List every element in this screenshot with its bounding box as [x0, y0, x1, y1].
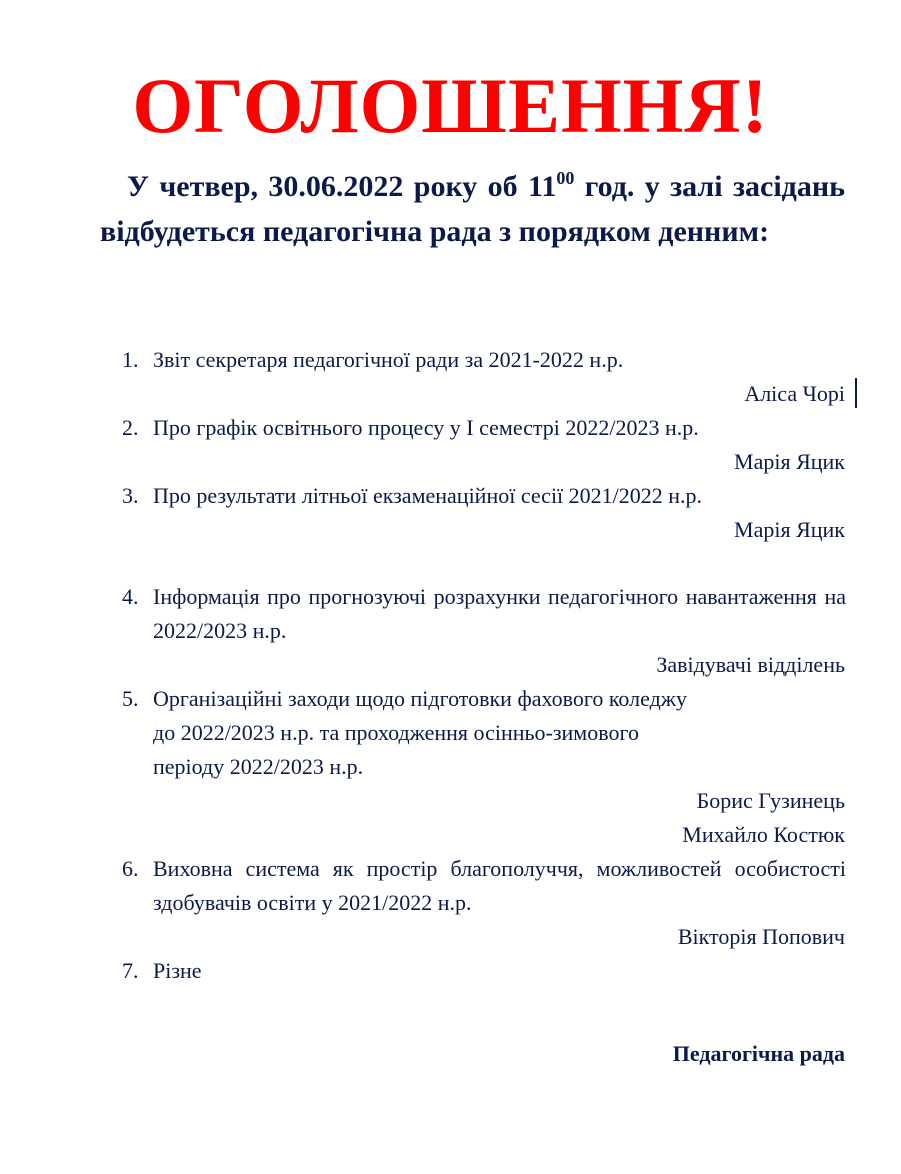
agenda-item-number: 7. [122, 958, 139, 983]
agenda-item-text: Інформація про прогнозуючі розрахунки педагогічного навантаження на 2022/2023 н.р. [153, 584, 846, 643]
agenda-item-number: 3. [122, 483, 139, 508]
intro-text-after: год. у залі засідань відбудеться педагогічна рада з порядком денним: [100, 170, 845, 248]
announcement-intro [100, 164, 845, 254]
agenda-item-text-line-1: Організаційні заходи щодо підготовки фахового коледжу [153, 686, 687, 711]
agenda-item-6 [122, 852, 846, 920]
agenda-item-4 [122, 580, 846, 648]
signature: Педагогічна рада [672, 1041, 845, 1066]
agenda-item-6-speaker: Вікторія Попович [677, 924, 845, 949]
agenda-item-text: Виховна система як простір благополуччя, можливостей особистості здобувачів освіти у 2021/2022 н.р. [153, 856, 846, 915]
agenda-item-text: Про графік освітнього процесу у І семестрі 2022/2023 н.р. [153, 415, 699, 440]
agenda-item-3-speaker: Марія Яцик [734, 517, 845, 542]
agenda-item-number: 6. [122, 856, 139, 881]
agenda-item-text: Звіт секретаря педагогічної ради за 2021-2022 н.р. [153, 347, 624, 372]
agenda-item-2-speaker: Марія Яцик [734, 449, 845, 474]
agenda-item-4-speaker: Завідувачі відділень [656, 652, 845, 677]
agenda-item-number: 4. [122, 584, 139, 609]
text-cursor [855, 378, 857, 408]
agenda-item-number: 1. [122, 347, 139, 372]
agenda-item-text: Про результати літньої екзаменаційної сесії 2021/2022 н.р. [153, 483, 703, 508]
agenda-item-text: Різне [153, 958, 202, 983]
agenda-item-2 [122, 411, 846, 445]
agenda-item-5-speaker-1: Борис Гузинець [696, 788, 845, 813]
agenda-item-7 [122, 954, 846, 988]
agenda-item-1 [122, 343, 846, 377]
intro-text-before: У четвер, 30.06.2022 року об 11 [127, 170, 557, 203]
agenda-item-3 [122, 479, 846, 513]
intro-time-superscript: 00 [556, 168, 575, 188]
agenda-item-1-speaker: Аліса Чорі [744, 381, 845, 406]
agenda-item-5 [122, 682, 846, 784]
agenda-item-5-speaker-2: Михайло Костюк [682, 822, 845, 847]
agenda-item-text-line-3: періоду 2022/2023 н.р. [153, 754, 364, 779]
agenda-item-number: 2. [122, 415, 139, 440]
agenda-item-text-line-2: до 2022/2023 н.р. та проходження осінньо-зимового [153, 720, 639, 745]
announcement-title: ОГОЛОШЕННЯ! [132, 62, 769, 149]
agenda-item-number: 5. [122, 686, 139, 711]
